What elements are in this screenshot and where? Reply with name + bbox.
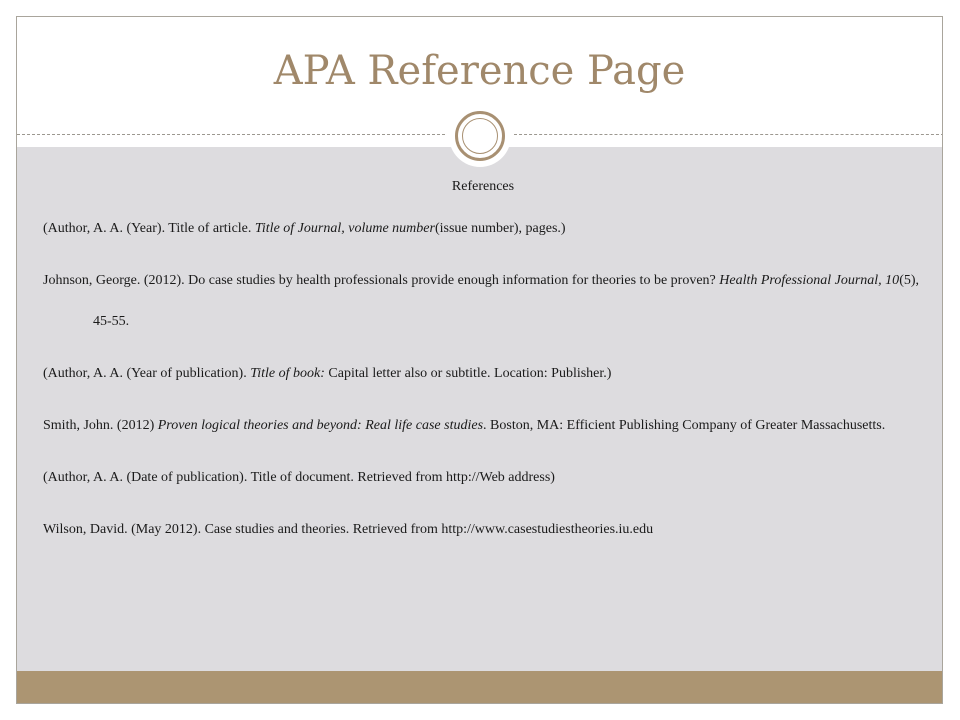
reference-text: (Author, A. A. (Year). Title of article. [43,221,255,236]
reference-text: Johnson, George. (2012). Do case studies by health professionals provide enough information for theories to be proven? [43,273,720,288]
references-list [43,177,923,571]
reference-italic-text: Proven logical theories and beyond: Real life case studies [157,418,484,433]
reference-italic-text: Title of book: [250,366,325,381]
reference-entry [43,457,923,498]
reference-entry [43,260,923,342]
reference-text: (5), 45-55. [93,273,920,329]
reference-text: Capital letter also or subtitle. Location: Publisher.) [324,366,612,381]
circle-ornament-inner-ring [462,118,498,154]
reference-text: (Author, A. A. (Year of publication). [43,366,251,381]
reference-text: Wilson, David. (May 2012). Case studies and theories. Retrieved from http://www.casestudiestheories.iu.edu [43,522,654,537]
reference-text: Smith, John. (2012) [43,418,158,433]
reference-text: (Author, A. A. (Date of publication). Title of document. Retrieved from http://Web address) [43,470,555,485]
reference-entry [43,208,923,249]
title-divider-left [17,134,445,135]
title-divider-right [514,134,943,135]
reference-entry [43,509,923,550]
reference-entry [43,353,923,394]
reference-text: (issue number), pages.) [434,221,566,236]
slide-title: APA Reference Page [273,48,686,94]
reference-italic-text: Health Professional Journal, 10 [719,273,900,288]
reference-entries [43,208,923,550]
circle-ornament-icon [449,105,511,167]
reference-text: . Boston, MA: Efficient Publishing Company of Greater Massachusetts. [483,418,886,433]
slide [16,16,943,704]
reference-italic-text: Title of Journal, volume number [254,221,435,236]
footer-bar [17,671,942,704]
references-heading: References [451,179,515,194]
reference-entry [43,405,923,446]
circle-ornament-ring [455,111,505,161]
